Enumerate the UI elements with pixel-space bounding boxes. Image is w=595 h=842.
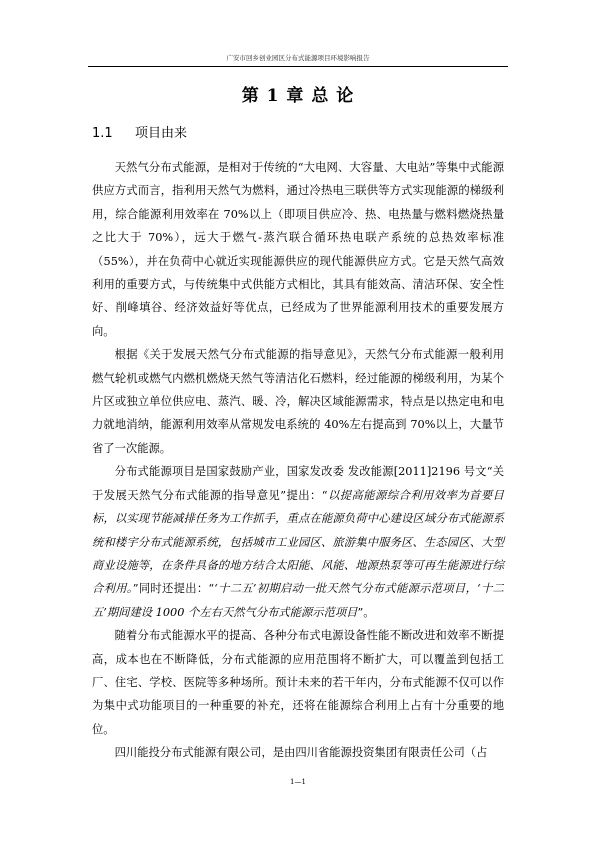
- page-number: 1—1: [290, 778, 306, 786]
- paragraph-5: 四川能投分布式能源有限公司，是由四川省能源投资集团有限责任公司（占: [114, 746, 488, 760]
- header-rule: [88, 66, 508, 67]
- section-number: 1.1: [92, 126, 113, 141]
- paragraph-3-middle: ”同时还提出：“: [132, 582, 215, 596]
- paragraph-3-end: ”。: [357, 605, 375, 619]
- running-header: 广安市回乡创业园区分布式能源项目环境影响报告: [226, 54, 370, 62]
- paragraph-4: 随着分布式能源水平的提高、各种分布式电源设备性能不断改进和效率不断提高，成本也在不断降低，分布式能源的应用范围将不断扩大，可以覆盖到包括工厂、住宅、学校、医院等多种场所。预计未来的若干年内，分布式能源不仅可以作为集中式功能项目的一种重要的补充，还将在能源综合利用上占有十分重要的地位。: [92, 629, 504, 736]
- paragraph-2: 根据《关于发展天然气分布式能源的指导意见》，天然气分布式能源一般利用燃气轮机或燃气内燃机燃烧天然气等清洁化石燃料，经过能源的梯级利用，为某个片区或独立单位供应电、蒸汽、暖、冷，解决区域能源需求，特点是以热定电和电力就地消纳，能源利用效率从常规发电系统的 40%左右提高到 70%以上，大量节省了一次能源。: [92, 348, 504, 455]
- paragraph-3: [92, 460, 504, 624]
- quoted-target-text: ‘十二五’初期启动一批天然气分布式能源示范项目，‘十二五’期间建设 1000 个左右天然气分布式能源示范项目: [92, 582, 504, 619]
- section-heading: [92, 124, 187, 144]
- quoted-policy-text: 以提高能源综合利用效率为首要目标，以实现节能减排任务为工作抓手，重点在能源负荷中心建设区域分布式能源系统和楼宇分布式能源系统，包括城市工业园区、旅游集中服务区、生态园区、大型商业设施等，在条件具备的地方结合太阳能、风能、地源热泵等可再生能源进行综合利用。: [92, 488, 504, 596]
- body-text: [92, 156, 504, 765]
- chapter-title: 第 1 章 总 论: [241, 86, 355, 106]
- section-title: 项目由来: [135, 126, 188, 141]
- paragraph-1: 天然气分布式能源，是相对于传统的“大电网、大容量、大电站”等集中式能源供应方式而言，指利用天然气为燃料，通过冷热电三联供等方式实现能源的梯级利用，综合能源利用效率在 70%以上（即项目供应冷、热、电热量与燃料燃烧热量之比大于 70%），远大于燃气-蒸汽联合循环热电联产系统的总热效率标准（55%），并在负荷中心就近实现能源供应的现代能源供应方式。它是天然气高效利用的重要方式，与传统集中式供能方式相比，其具有能效高、清洁环保、安全性好、削峰填谷、经济效益好等优点，已经成为了世界能源利用技术的重要发展方向。: [92, 161, 504, 338]
- paragraph-3-lead: 分布式能源项目是国家鼓励产业，国家发改委 发改能源[2011]2196 号文“关于发展天然气分布式能源的指导意见”提出：“: [92, 465, 504, 502]
